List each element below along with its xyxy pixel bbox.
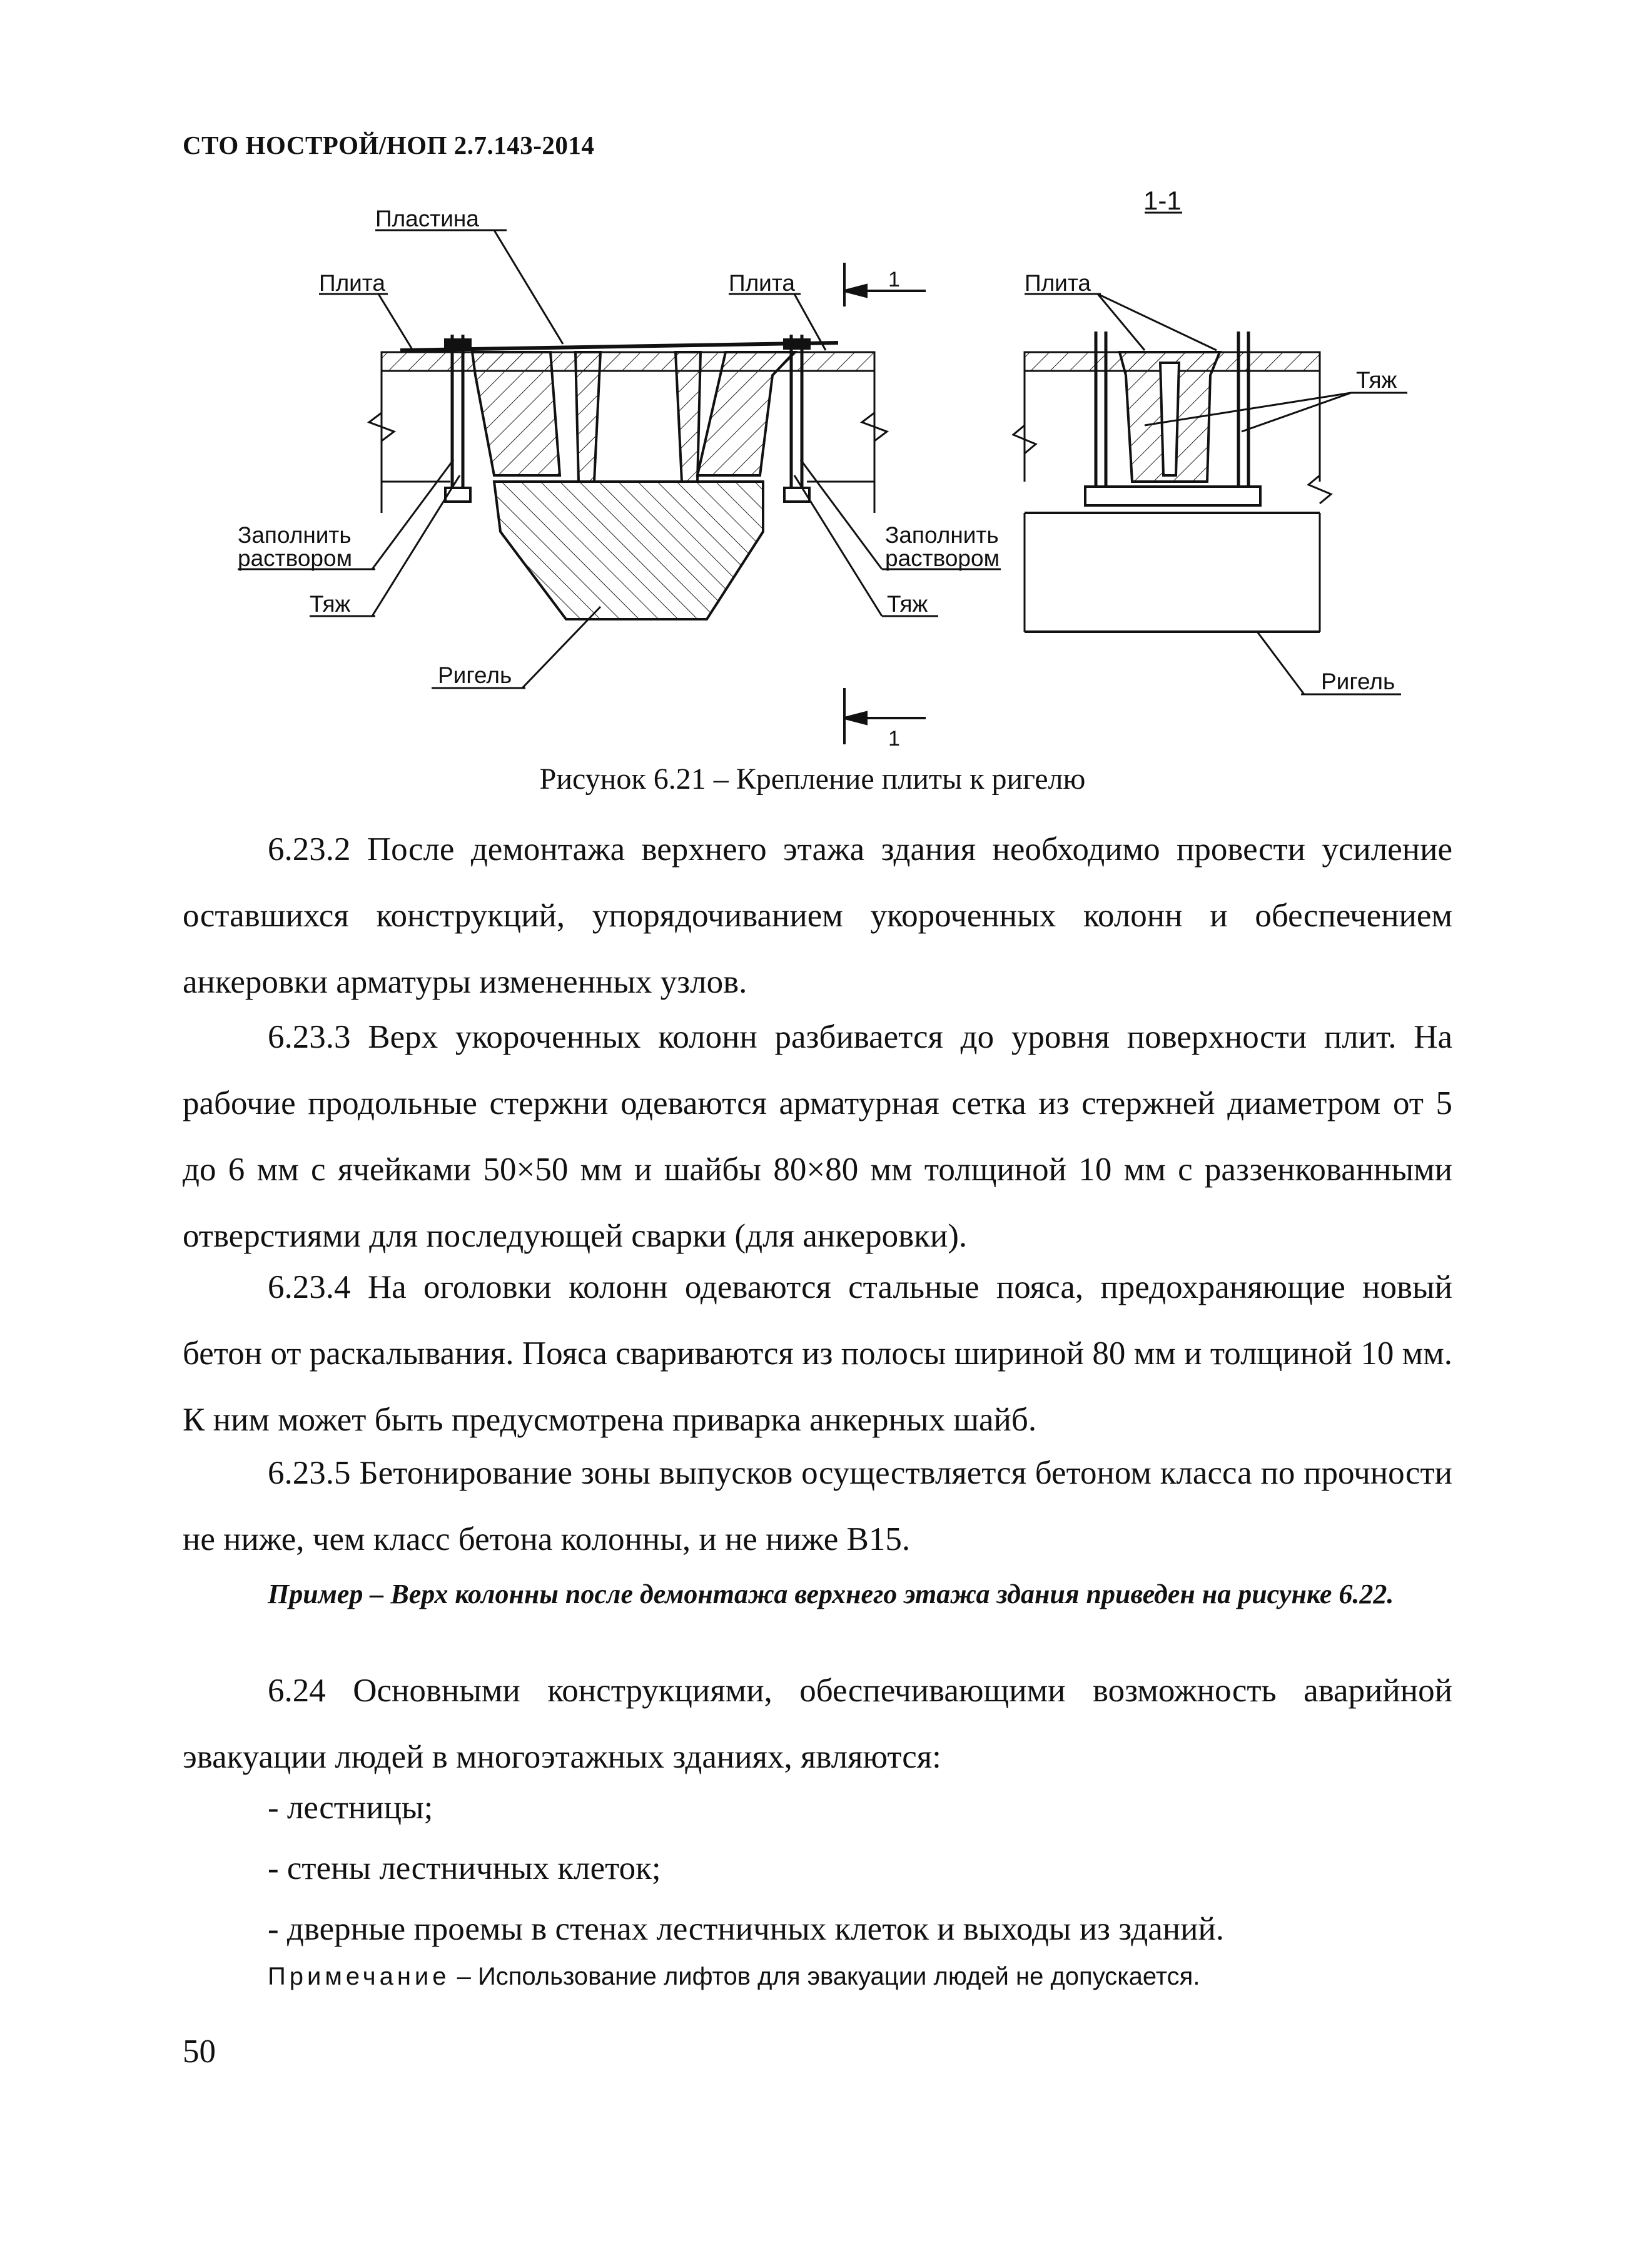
list-item-door-openings: - дверные проемы в стенах лестничных клеток и выходы из зданий. <box>268 1911 1225 1947</box>
label-girder-section: Ригель <box>1321 669 1395 694</box>
label-fill-left-2: раствором <box>238 545 353 571</box>
label-fill-left-1: Заполнить <box>238 522 352 548</box>
list-item-stairwell-walls: - стены лестничных клеток; <box>268 1850 661 1886</box>
paragraph-6-23-2: 6.23.2 После демонтажа верхнего этажа здания необходимо провести усиление оставшихся конструкций, упорядочиванием укороченных колонн и обеспечением анкеровки арматуры измененных узлов. <box>183 831 1452 1000</box>
section-title-1-1: 1-1 <box>1143 186 1182 215</box>
paragraph-6-23-4: 6.23.4 На оголовки колонн одеваются стальные пояса, предохраняющие новый бетон от раскалывания. Пояса свариваются из полосы шириной 80 мм и толщиной 10 мм. К ним может быть предусмотрена приварка анкерных шайб. <box>183 1269 1452 1438</box>
main-view-drawing <box>238 230 1001 744</box>
label-tie-right: Тяж <box>887 591 928 617</box>
label-girder: Ригель <box>438 662 512 688</box>
figure-slab-to-girder-connection <box>0 0 1625 763</box>
note-text: – Использование лифтов для эвакуации людей не допускается. <box>450 1963 1200 1990</box>
figure-caption: Рисунок 6.21 – Крепление плиты к ригелю <box>539 762 1086 796</box>
label-tie-left: Тяж <box>310 591 351 617</box>
label-tie-section: Тяж <box>1356 367 1397 393</box>
label-slab-right: Плита <box>729 270 795 296</box>
example-note: Пример – Верх колонны после демонтажа верхнего этажа здания приведен на рисунке 6.22. <box>268 1579 1394 1609</box>
label-fill-right-1: Заполнить <box>885 522 999 548</box>
paragraph-6-23-5: 6.23.5 Бетонирование зоны выпусков осуществляется бетоном класса по прочности не ниже, чем класс бетона колонны, и не ниже В15. <box>183 1455 1452 1557</box>
cut-mark-top: 1 <box>888 268 900 291</box>
note-title: Примечание <box>268 1963 450 1990</box>
document-code-header: СТО НОСТРОЙ/НОП 2.7.143-2014 <box>183 131 595 159</box>
label-slab-left: Плита <box>319 270 385 296</box>
paragraph-6-24: 6.24 Основными конструкциями, обеспечивающими возможность аварийной эвакуации людей в многоэтажных зданиях, являются: <box>183 1673 1452 1775</box>
label-plate: Пластина <box>375 206 479 231</box>
label-fill-right-2: раствором <box>885 545 1000 571</box>
cut-mark-bottom: 1 <box>888 727 900 751</box>
list-item-stairs: - лестницы; <box>268 1790 433 1826</box>
note <box>268 1963 1200 1991</box>
label-slab-section: Плита <box>1025 270 1091 296</box>
page-number: 50 <box>183 2033 216 2070</box>
paragraph-6-23-3: 6.23.3 Верх укороченных колонн разбивается до уровня поверхности плит. На рабочие продольные стержни одеваются арматурная сетка из стержней диаметром от 5 до 6 мм с ячейками 50×50 мм и шайбы 80×80 мм толщиной 10 мм с раззенкованными отверстиями для последующей сварки (для анкеровки). <box>183 1019 1452 1254</box>
